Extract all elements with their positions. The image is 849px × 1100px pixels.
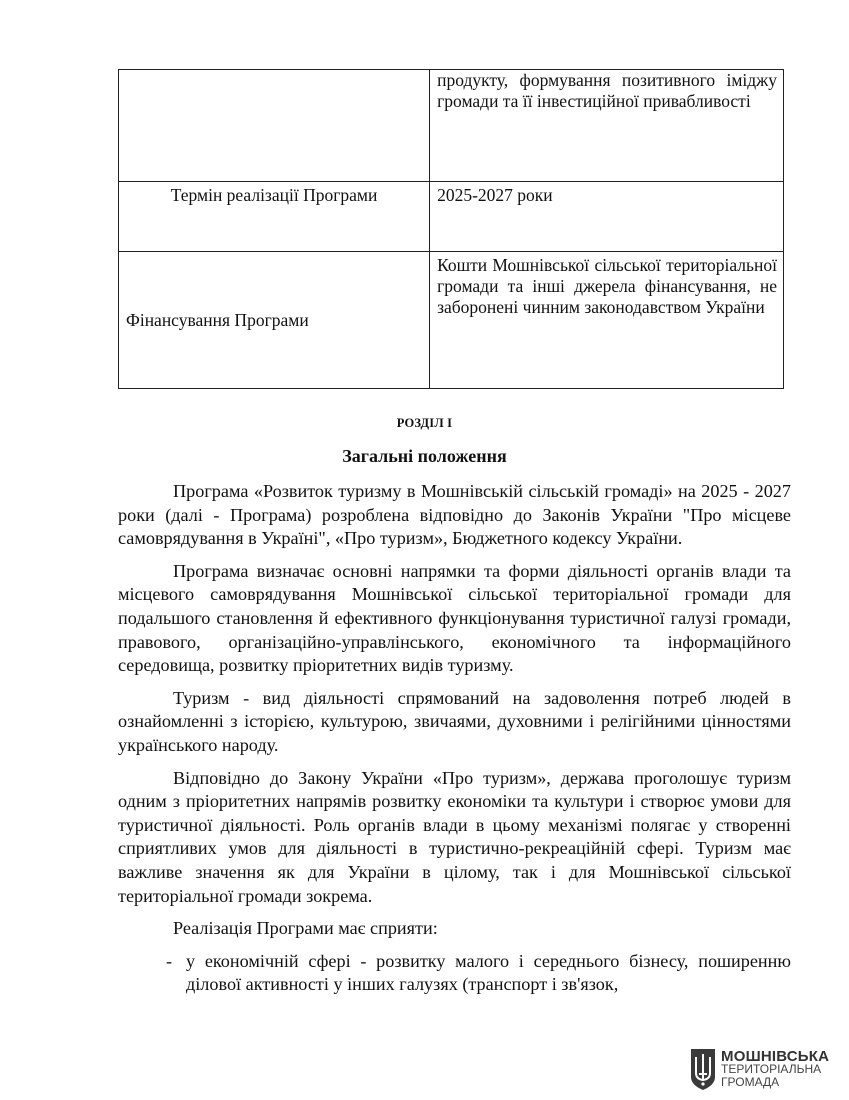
logo-line-2: ТЕРИТОРІАЛЬНА [721,1061,822,1076]
community-logo [690,1045,830,1093]
table-row [119,252,784,389]
section-number: РОЗДІЛ І [396,416,453,430]
table-row [119,182,784,252]
bullet-text: у економічній сфері - розвитку малого і середнього бізнесу, поширенню ділової активності у інших галузях (транспорт і зв'язок, [186,950,791,995]
table-value-cell: 2025-2027 роки [430,182,784,252]
bullet-marker: - [166,950,173,971]
table-label-cell [119,70,430,182]
table-row [119,70,784,182]
logo-line-1: МОШНІВСЬКА [721,1047,830,1065]
program-info-table [118,69,784,389]
document-body [118,480,791,997]
trident-emblem-icon [690,1047,716,1091]
list-item [118,950,791,997]
table-value-cell: продукту, формування позитивного іміджу громади та її інвестиційної привабливості [430,70,784,182]
paragraph: Туризм - вид діяльності спрямований на задоволення потреб людей в ознайомленні з історією, культурою, звичаями, духовними і релігійними цінностями українського народу. [118,687,791,755]
paragraph: Відповідно до Закону України «Про туризм», держава проголошує туризм одним з пріоритетних напрямів розвитку економіки та культури і створює умови для туристичної діяльності. Роль органів влади в цьому механізмі полягає у створенні сприятливих умов для діяльності в туристично-рекреаційній сфері. Туризм має важливе значення як для України в цілому, так і для Мошнівської сільської територіальної громади зокрема. [118,767,791,906]
paragraph: Реалізація Програми має сприяти: [173,918,438,939]
paragraph: Програма «Розвиток туризму в Мошнівській сільській громаді» на 2025 - 2027 роки (далі - Програма) розроблена відповідно до Законів України "Про місцеве самоврядування в Україні", «Про туризм», Бюджетного кодексу України. [118,481,791,549]
section-title: Загальні положення [342,446,507,466]
table-label-cell: Фінансування Програми [119,252,430,389]
logo-line-3: ГРОМАДА [721,1074,780,1089]
paragraph: Програма визначає основні напрямки та форми діяльності органів влади та місцевого самоврядування Мошнівської сільської територіальної громади для подальшого становлення й ефективного функціонування туристичної галузі громади, правового, організаційно-управлінського, економічного та інформаційного середовища, розвитку пріоритетних видів туризму. [118,560,791,676]
table-label-cell: Термін реалізації Програми [119,182,430,252]
table-value-cell: Кошти Мошнівської сільської територіальної громади та інші джерела фінансування, не заборонені чинним законодавством України [430,252,784,389]
